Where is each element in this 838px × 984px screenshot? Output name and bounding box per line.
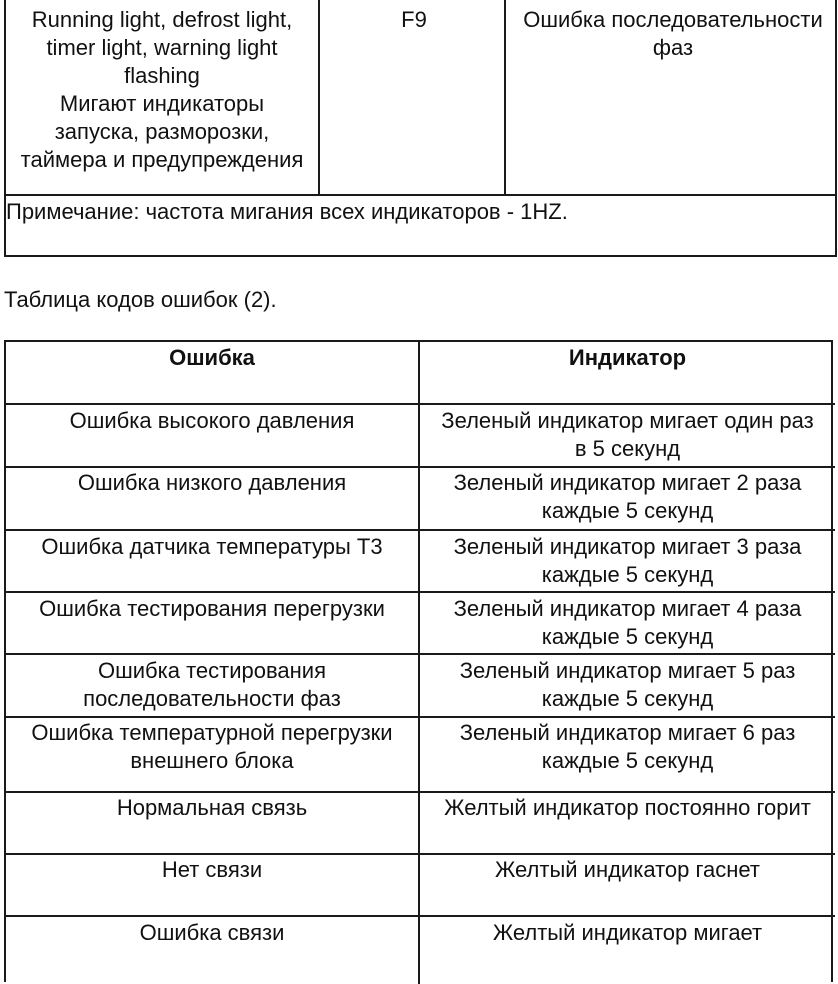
- table-row-error: [6, 533, 418, 561]
- row-divider: [6, 403, 835, 405]
- error-text: Ошибка связи: [139, 920, 285, 945]
- indicator-text: Зеленый индикатор мигает один раз: [441, 408, 814, 433]
- error-text: Нормальная связь: [116, 795, 308, 820]
- indicator-text: Зеленый индикатор мигает 5 раз: [459, 658, 796, 683]
- indicator-text: Зеленый индикатор мигает 2 раза: [453, 470, 802, 495]
- table-row-error: [6, 719, 418, 775]
- table-row-error: [6, 595, 418, 623]
- table-row-indicator: [420, 919, 835, 947]
- error-codes-table: [4, 340, 833, 982]
- row-divider: [6, 716, 835, 718]
- fault-code-cell: [322, 6, 506, 34]
- error-text: Ошибка тестирования перегрузки: [39, 596, 385, 621]
- row-divider: [6, 466, 835, 468]
- table-row-indicator: [420, 719, 835, 775]
- row-divider: [6, 853, 835, 855]
- error-text: Ошибка датчика температуры Т3: [41, 534, 383, 559]
- error-text: Ошибка низкого давления: [77, 470, 347, 495]
- indicator-text: Зеленый индикатор мигает 3 раза: [453, 534, 802, 559]
- row-divider: [6, 529, 835, 531]
- indicator-text: каждые 5 секунд: [541, 624, 714, 649]
- signal-description-cell: [6, 6, 318, 174]
- error-text: Ошибка тестирования: [97, 658, 327, 683]
- table-row-indicator: [420, 595, 835, 651]
- indicator-text: Желтый индикатор мигает: [492, 920, 763, 945]
- indicator-text: каждые 5 секунд: [541, 562, 714, 587]
- column-divider: [318, 0, 320, 194]
- indicator-text: Желтый индикатор гаснет: [494, 857, 761, 882]
- table-row-error: [6, 469, 418, 497]
- table-row-indicator: [420, 856, 835, 884]
- header-error: Ошибка: [169, 345, 255, 370]
- error-text: последовательности фаз: [83, 686, 341, 711]
- signal-text-line: timer light, warning light: [46, 35, 278, 60]
- table-row-indicator: [420, 469, 835, 525]
- signal-text-line: flashing: [124, 63, 200, 88]
- signal-text-line: таймера и предупреждения: [20, 147, 304, 172]
- indicator-text: Желтый индикатор постоянно горит: [444, 795, 811, 820]
- indicator-text: в 5 секунд: [574, 436, 681, 461]
- table-row-error: [6, 657, 418, 713]
- signal-text-line: запуска, разморозки,: [54, 119, 270, 144]
- table-caption: Таблица кодов ошибок (2).: [4, 287, 277, 312]
- row-divider: [6, 194, 835, 196]
- table-row-indicator: [420, 657, 835, 713]
- fault-description-line: Ошибка последовательности: [523, 7, 823, 32]
- signal-text-line: Мигают индикаторы: [59, 91, 265, 116]
- header-indicator: Индикатор: [568, 345, 687, 370]
- indicator-text: каждые 5 секунд: [541, 748, 714, 773]
- error-text: внешнего блока: [130, 748, 294, 773]
- table-note: Примечание: частота мигания всех индикаторов - 1HZ.: [6, 199, 568, 224]
- row-divider: [6, 915, 835, 917]
- table-row-indicator: [420, 407, 835, 463]
- fault-code: F9: [401, 7, 427, 32]
- table-row-error: [6, 919, 418, 947]
- fault-description-line: фаз: [652, 35, 694, 60]
- signal-text-line: Running light, defrost light,: [31, 7, 293, 32]
- row-divider: [6, 653, 835, 655]
- error-text: Нет связи: [161, 857, 263, 882]
- table-row-error: [6, 856, 418, 884]
- error-text: Ошибка температурной перегрузки: [31, 720, 393, 745]
- indicator-text: каждые 5 секунд: [541, 686, 714, 711]
- error-text: Ошибка высокого давления: [69, 408, 355, 433]
- table-row-error: [6, 407, 418, 435]
- indicator-text: Зеленый индикатор мигает 6 раз: [459, 720, 796, 745]
- indicator-text: каждые 5 секунд: [541, 498, 714, 523]
- row-divider: [6, 791, 835, 793]
- fault-code-table-fragment: [4, 0, 837, 257]
- table-row-error: [6, 794, 418, 822]
- table-row-indicator: [420, 794, 835, 822]
- table-row-indicator: [420, 533, 835, 589]
- fault-description-cell: [508, 6, 838, 62]
- row-divider: [6, 591, 835, 593]
- indicator-text: Зеленый индикатор мигает 4 раза: [453, 596, 802, 621]
